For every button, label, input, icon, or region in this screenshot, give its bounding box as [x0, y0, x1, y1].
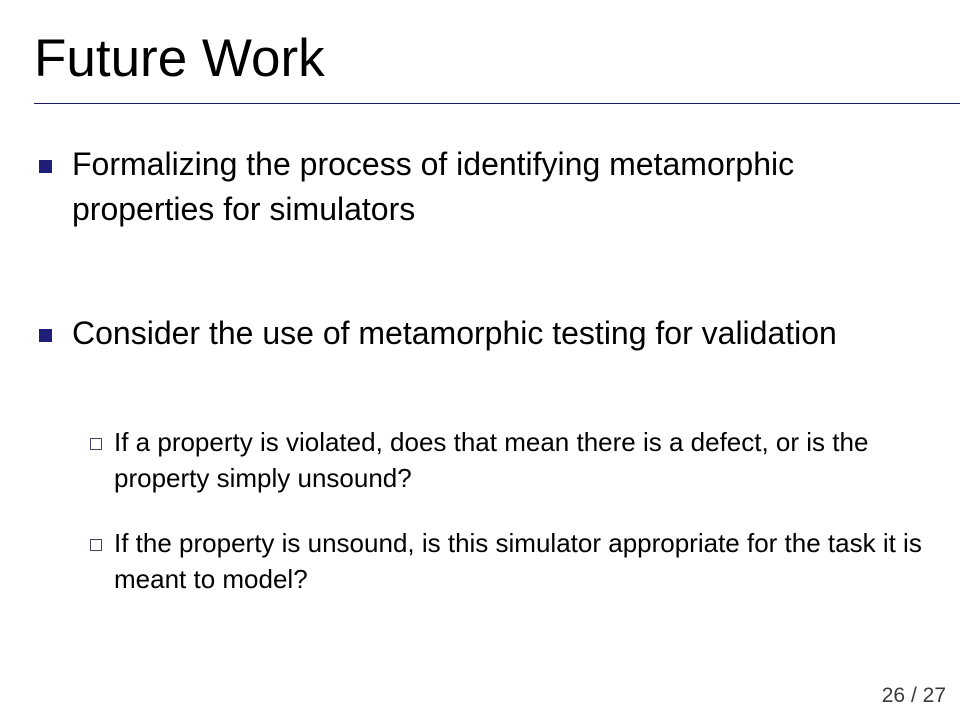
page-separator: /: [910, 684, 917, 707]
page-total: 27: [922, 684, 946, 707]
square-bullet-icon: [39, 160, 52, 173]
sub-bullet-item: [114, 424, 944, 496]
bullet-text: Formalizing the process of identifying metamorphic properties for simulators: [72, 146, 795, 227]
title-divider: [34, 103, 960, 104]
hollow-square-bullet-icon: [90, 539, 102, 551]
bullet-text: Consider the use of metamorphic testing for validation: [72, 315, 837, 351]
bullet-item: [72, 142, 922, 232]
square-bullet-icon: [39, 329, 52, 342]
page-number: [882, 684, 946, 708]
sub-bullet-text: If a property is violated, does that mean there is a defect, or is the property simply unsound?: [114, 427, 869, 493]
sub-bullet-text: If the property is unsound, is this simulator appropriate for the task it is meant to model?: [114, 528, 922, 594]
sub-bullet-item: [114, 525, 944, 597]
bullet-item: [72, 311, 922, 356]
page-current: 26: [881, 684, 906, 707]
slide-title: Future Work: [34, 29, 325, 88]
hollow-square-bullet-icon: [90, 438, 102, 450]
